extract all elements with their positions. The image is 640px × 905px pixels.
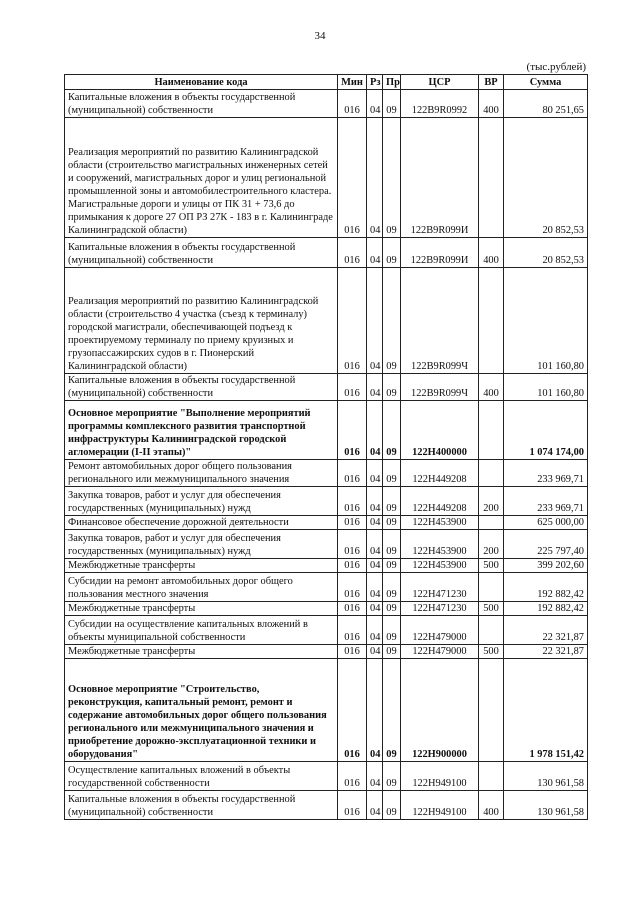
header-pr: Пр — [383, 75, 401, 90]
row-min-cell: 016 — [338, 516, 367, 530]
row-name-cell: Ремонт автомобильных дорог общего пользования регионального или межмуниципального значения — [65, 460, 338, 487]
row-pr-cell: 09 — [383, 602, 401, 616]
row-pr-cell: 09 — [383, 573, 401, 602]
row-sum-cell: 192 882,42 — [504, 573, 588, 602]
row-vr-cell: 500 — [479, 645, 504, 659]
row-sum-cell: 22 321,87 — [504, 645, 588, 659]
row-rz-cell: 04 — [367, 90, 383, 118]
row-min-cell: 016 — [338, 90, 367, 118]
row-min-cell: 016 — [338, 762, 367, 791]
row-name-cell: Капитальные вложения в объекты государственной (муниципальной) собственности — [65, 238, 338, 268]
row-vr-cell: 200 — [479, 530, 504, 559]
row-vr-cell — [479, 118, 504, 238]
row-vr-cell — [479, 659, 504, 762]
row-vr-cell — [479, 762, 504, 791]
table-row — [65, 460, 588, 487]
table-row — [65, 374, 588, 401]
row-pr-cell: 09 — [383, 559, 401, 573]
row-min-cell: 016 — [338, 460, 367, 487]
row-rz-cell: 04 — [367, 573, 383, 602]
row-name-cell: Субсидии на осуществление капитальных вложений в объекты муниципальной собственности — [65, 616, 338, 645]
row-sum-cell: 1 074 174,00 — [504, 401, 588, 460]
row-sum-cell: 130 961,58 — [504, 762, 588, 791]
budget-table — [64, 74, 588, 820]
row-csr-cell: 122Н479000 — [401, 616, 479, 645]
row-name-cell: Закупка товаров, работ и услуг для обеспечения государственных (муниципальных) нужд — [65, 530, 338, 559]
row-rz-cell: 04 — [367, 659, 383, 762]
header-name: Наименование кода — [65, 75, 338, 90]
table-row — [65, 791, 588, 820]
row-pr-cell: 09 — [383, 762, 401, 791]
row-rz-cell: 04 — [367, 460, 383, 487]
row-pr-cell: 09 — [383, 401, 401, 460]
row-rz-cell: 04 — [367, 238, 383, 268]
row-sum-cell: 625 000,00 — [504, 516, 588, 530]
row-vr-cell — [479, 616, 504, 645]
row-rz-cell: 04 — [367, 374, 383, 401]
table-header-row — [65, 75, 588, 90]
header-vr: ВР — [479, 75, 504, 90]
row-sum-cell: 80 251,65 — [504, 90, 588, 118]
row-min-cell: 016 — [338, 791, 367, 820]
row-min-cell: 016 — [338, 487, 367, 516]
units-label: (тыс.рублей) — [526, 61, 586, 73]
row-min-cell: 016 — [338, 659, 367, 762]
row-name-cell: Закупка товаров, работ и услуг для обеспечения государственных (муниципальных) нужд — [65, 487, 338, 516]
row-pr-cell: 09 — [383, 487, 401, 516]
row-csr-cell: 122Н449208 — [401, 460, 479, 487]
row-sum-cell: 233 969,71 — [504, 487, 588, 516]
row-vr-cell: 400 — [479, 791, 504, 820]
row-pr-cell: 09 — [383, 530, 401, 559]
row-sum-cell: 399 202,60 — [504, 559, 588, 573]
row-pr-cell: 09 — [383, 460, 401, 487]
row-sum-cell: 20 852,53 — [504, 118, 588, 238]
row-min-cell: 016 — [338, 118, 367, 238]
row-sum-cell: 20 852,53 — [504, 238, 588, 268]
row-vr-cell: 200 — [479, 487, 504, 516]
table-row — [65, 401, 588, 460]
row-pr-cell: 09 — [383, 118, 401, 238]
row-name-cell: Межбюджетные трансферты — [65, 559, 338, 573]
row-sum-cell: 233 969,71 — [504, 460, 588, 487]
row-csr-cell: 122Н471230 — [401, 602, 479, 616]
row-sum-cell: 1 978 151,42 — [504, 659, 588, 762]
table-row — [65, 268, 588, 374]
row-min-cell: 016 — [338, 559, 367, 573]
table-row — [65, 616, 588, 645]
row-min-cell: 016 — [338, 616, 367, 645]
row-rz-cell: 04 — [367, 762, 383, 791]
row-min-cell: 016 — [338, 530, 367, 559]
row-min-cell: 016 — [338, 401, 367, 460]
row-min-cell: 016 — [338, 573, 367, 602]
row-pr-cell: 09 — [383, 268, 401, 374]
row-sum-cell: 130 961,58 — [504, 791, 588, 820]
table-row — [65, 559, 588, 573]
row-csr-cell: 122Н449208 — [401, 487, 479, 516]
row-rz-cell: 04 — [367, 616, 383, 645]
row-pr-cell: 09 — [383, 791, 401, 820]
row-rz-cell: 04 — [367, 602, 383, 616]
row-vr-cell: 400 — [479, 374, 504, 401]
row-name-cell: Капитальные вложения в объекты государственной (муниципальной) собственности — [65, 374, 338, 401]
row-pr-cell: 09 — [383, 616, 401, 645]
row-name-cell: Реализация мероприятий по развитию Калининградской области (строительство магистральных инженерных сетей и сооружений, магистральных дорог и улиц региональной промышленной зоны и автомобилестроительного кластера. Магистральные дороги и улицы от ПК 31 + 73,6 до примыкания к дороге 27 ОП РЗ 27К - 183 в г. Калининграде Калининградской области) — [65, 118, 338, 238]
row-sum-cell: 192 882,42 — [504, 602, 588, 616]
row-sum-cell: 225 797,40 — [504, 530, 588, 559]
row-csr-cell: 122Н479000 — [401, 645, 479, 659]
row-pr-cell: 09 — [383, 659, 401, 762]
table-row — [65, 90, 588, 118]
row-vr-cell — [479, 573, 504, 602]
row-vr-cell: 500 — [479, 602, 504, 616]
page-number: 34 — [314, 30, 326, 42]
row-vr-cell: 400 — [479, 238, 504, 268]
table-row — [65, 238, 588, 268]
row-rz-cell: 04 — [367, 791, 383, 820]
row-rz-cell: 04 — [367, 487, 383, 516]
table-row — [65, 530, 588, 559]
row-name-cell: Осуществление капитальных вложений в объекты государственной собственности — [65, 762, 338, 791]
row-min-cell: 016 — [338, 645, 367, 659]
row-name-cell: Межбюджетные трансферты — [65, 602, 338, 616]
table-row — [65, 573, 588, 602]
row-csr-cell: 122Н471230 — [401, 573, 479, 602]
table-row — [65, 762, 588, 791]
header-csr: ЦСР — [401, 75, 479, 90]
row-csr-cell: 122Н453900 — [401, 530, 479, 559]
row-csr-cell: 122В9R099Ч — [401, 268, 479, 374]
row-name-cell: Финансовое обеспечение дорожной деятельности — [65, 516, 338, 530]
row-vr-cell — [479, 516, 504, 530]
row-sum-cell: 101 160,80 — [504, 374, 588, 401]
row-min-cell: 016 — [338, 238, 367, 268]
row-csr-cell: 122В9R0992 — [401, 90, 479, 118]
row-vr-cell — [479, 401, 504, 460]
table-row — [65, 118, 588, 238]
row-name-cell: Реализация мероприятий по развитию Калининградской области (строительство 4 участка (съезд к терминалу) городской магистрали, обеспечивающей подъезд к проектируемому терминалу по приему круизных и грузопассажирских судов в г. Пионерский Калининградской области) — [65, 268, 338, 374]
row-name-cell: Субсидии на ремонт автомобильных дорог общего пользования местного значения — [65, 573, 338, 602]
row-csr-cell: 122Н400000 — [401, 401, 479, 460]
table-row — [65, 602, 588, 616]
row-sum-cell: 22 321,87 — [504, 616, 588, 645]
row-name-cell: Межбюджетные трансферты — [65, 645, 338, 659]
row-pr-cell: 09 — [383, 90, 401, 118]
row-name-cell: Основное мероприятие "Строительство, реконструкция, капитальный ремонт, ремонт и содержание автомобильных дорог общего пользования регионального или межмуниципального значения и приобретение дорожно-эксплуатационной техники и оборудования" — [65, 659, 338, 762]
row-pr-cell: 09 — [383, 645, 401, 659]
row-min-cell: 016 — [338, 602, 367, 616]
row-rz-cell: 04 — [367, 401, 383, 460]
row-vr-cell: 500 — [479, 559, 504, 573]
row-rz-cell: 04 — [367, 559, 383, 573]
row-csr-cell: 122В9R099И — [401, 118, 479, 238]
row-name-cell: Капитальные вложения в объекты государственной (муниципальной) собственности — [65, 791, 338, 820]
row-rz-cell: 04 — [367, 118, 383, 238]
row-sum-cell: 101 160,80 — [504, 268, 588, 374]
row-rz-cell: 04 — [367, 530, 383, 559]
row-csr-cell: 122Н453900 — [401, 559, 479, 573]
row-pr-cell: 09 — [383, 238, 401, 268]
row-pr-cell: 09 — [383, 374, 401, 401]
table-row — [65, 645, 588, 659]
row-csr-cell: 122Н453900 — [401, 516, 479, 530]
row-min-cell: 016 — [338, 268, 367, 374]
row-vr-cell — [479, 460, 504, 487]
row-rz-cell: 04 — [367, 268, 383, 374]
row-csr-cell: 122Н949100 — [401, 791, 479, 820]
row-min-cell: 016 — [338, 374, 367, 401]
row-rz-cell: 04 — [367, 516, 383, 530]
row-pr-cell: 09 — [383, 516, 401, 530]
header-min: Мин — [338, 75, 367, 90]
row-csr-cell: 122В9R099Ч — [401, 374, 479, 401]
table-row — [65, 516, 588, 530]
row-csr-cell: 122Н949100 — [401, 762, 479, 791]
row-csr-cell: 122Н900000 — [401, 659, 479, 762]
header-sum: Сумма — [504, 75, 588, 90]
table-row — [65, 659, 588, 762]
row-vr-cell — [479, 268, 504, 374]
row-vr-cell: 400 — [479, 90, 504, 118]
row-name-cell: Основное мероприятие "Выполнение мероприятий программы комплексного развития транспортной инфраструктуры Калининградской городской агломерации (I-II этапы)" — [65, 401, 338, 460]
header-rz: Рз — [367, 75, 383, 90]
row-name-cell: Капитальные вложения в объекты государственной (муниципальной) собственности — [65, 90, 338, 118]
row-rz-cell: 04 — [367, 645, 383, 659]
row-csr-cell: 122В9R099И — [401, 238, 479, 268]
table-row — [65, 487, 588, 516]
